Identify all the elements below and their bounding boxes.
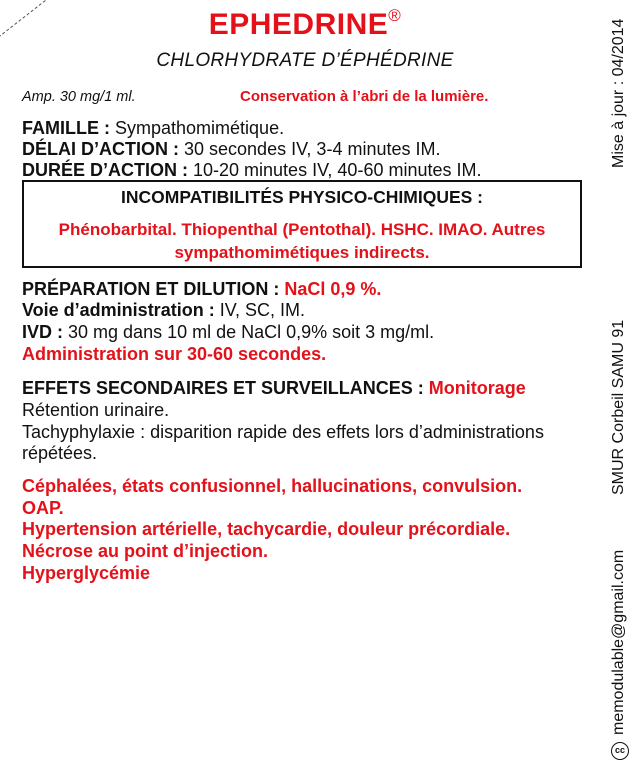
ampoule-info: Amp. 30 mg/1 ml. xyxy=(22,89,136,105)
duree-line xyxy=(22,160,481,181)
duree-value: 10-20 minutes IV, 40-60 minutes IM. xyxy=(188,160,482,180)
famille-label: FAMILLE : xyxy=(22,118,110,138)
side-effect-line-4: Nécrose au point d’injection. xyxy=(22,541,269,561)
famille-line xyxy=(22,118,284,139)
tachyphylaxie-line-2: répétées. xyxy=(22,443,98,463)
conservation-info: Conservation à l’abri de la lumière. xyxy=(240,88,489,105)
incompatibilities-line-1: Phénobarbital. Thiopenthal (Pentothal). HSHC. IMAO. Autres xyxy=(58,220,546,239)
side-effect-line-2: OAP. xyxy=(22,498,64,518)
drug-title: EPHEDRINE xyxy=(208,8,389,41)
retention-line: Rétention urinaire. xyxy=(22,400,170,420)
effets-label: EFFETS SECONDAIRES ET SURVEILLANCES : xyxy=(22,378,424,398)
drug-subtitle: CHLORHYDRATE D’ÉPHÉDRINE xyxy=(156,50,454,71)
side-effect-line-3: Hypertension artérielle, tachycardie, douleur précordiale. xyxy=(22,519,511,539)
effets-line xyxy=(22,378,526,399)
duree-label: DURÉE D’ACTION : xyxy=(22,160,188,180)
smur-label: SMUR Corbeil SAMU 91 xyxy=(610,319,627,495)
update-date: Mise à jour : 04/2014 xyxy=(610,18,627,168)
administration-line: Administration sur 30-60 secondes. xyxy=(22,344,327,364)
preparation-value: NaCl 0,9 %. xyxy=(279,279,382,299)
contact-email: memodulable@gmail.com xyxy=(610,549,627,735)
incompatibilities-list xyxy=(24,218,580,264)
creative-commons-icon: cc xyxy=(611,742,629,760)
incompatibilities-line-2: sympathomimétiques indirects. xyxy=(174,243,430,262)
voie-label: Voie d’administration : xyxy=(22,300,215,320)
ivd-label: IVD : xyxy=(22,322,64,342)
delai-value: 30 secondes IV, 3-4 minutes IM. xyxy=(179,139,441,159)
preparation-line xyxy=(22,279,381,300)
side-effect-line-1: Céphalées, états confusionnel, hallucinations, convulsion. xyxy=(22,476,523,496)
famille-value: Sympathomimétique. xyxy=(110,118,285,138)
voie-value: IV, SC, IM. xyxy=(214,300,306,320)
incompatibilities-title: INCOMPATIBILITÉS PHYSICO-CHIMIQUES : xyxy=(121,187,483,207)
delai-line xyxy=(22,139,440,160)
ivd-value: 30 mg dans 10 ml de NaCl 0,9% soit 3 mg/ml. xyxy=(63,322,435,342)
title-block xyxy=(0,8,610,42)
ivd-line xyxy=(22,322,434,343)
side-effect-line-5: Hyperglycémie xyxy=(22,563,151,583)
incompatibilities-box xyxy=(22,180,582,268)
preparation-label: PRÉPARATION ET DILUTION : xyxy=(22,279,280,299)
voie-line xyxy=(22,300,305,321)
delai-label: DÉLAI D’ACTION : xyxy=(22,139,179,159)
effets-value: Monitorage xyxy=(423,378,526,398)
tachyphylaxie-line-1: Tachyphylaxie : disparition rapide des effets lors d’administrations xyxy=(22,422,544,442)
registered-mark: ® xyxy=(388,6,402,25)
